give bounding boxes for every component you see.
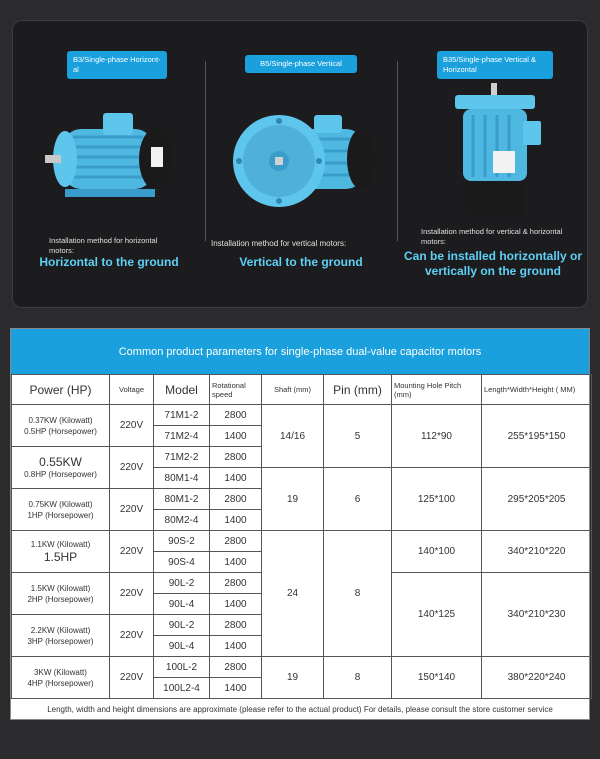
table-row — [12, 531, 592, 552]
shaft-cell: 14/16 — [262, 405, 324, 468]
shaft-cell: 24 — [262, 531, 324, 657]
dimensions-cell: 295*205*205 — [482, 468, 592, 531]
power-kw: 0.55KW — [39, 455, 82, 469]
speed-cell: 2800 — [210, 489, 262, 510]
model-cell: 80M1-4 — [154, 468, 210, 489]
dimensions-cell: 255*195*150 — [482, 405, 592, 468]
install-caption-small: Installation method for vertical motors: — [211, 239, 347, 248]
install-caption-big: Horizontal to the ground — [39, 255, 179, 269]
pin-cell: 5 — [324, 405, 392, 468]
voltage-cell: 220V — [110, 489, 154, 531]
hole-pitch-cell: 112*90 — [392, 405, 482, 468]
power-hp: 3HP (Horsepower) — [27, 636, 94, 646]
model-cell: 90S-4 — [154, 552, 210, 573]
params-table-card — [10, 328, 590, 720]
speed-cell: 2800 — [210, 615, 262, 636]
model-cell: 90L-4 — [154, 636, 210, 657]
power-cell — [12, 573, 110, 615]
speed-cell: 1400 — [210, 594, 262, 615]
col-header-speed: Rotational speed — [210, 375, 262, 405]
voltage-cell: 220V — [110, 447, 154, 489]
speed-cell: 2800 — [210, 657, 262, 678]
pin-cell: 6 — [324, 468, 392, 531]
col-header-shaft: Shaft (mm) — [262, 375, 324, 405]
install-tag: B3/Single-phase Horizont-al — [67, 51, 167, 79]
model-cell: 80M1-2 — [154, 489, 210, 510]
model-cell: 90S-2 — [154, 531, 210, 552]
model-cell: 100L-2 — [154, 657, 210, 678]
col-header-power: Power (HP) — [12, 375, 110, 405]
model-cell: 71M2-4 — [154, 426, 210, 447]
shaft-cell: 19 — [262, 657, 324, 699]
power-hp: 1HP (Horsepower) — [27, 510, 94, 520]
dimensions-cell: 380*220*240 — [482, 657, 592, 699]
params-table — [11, 374, 592, 699]
voltage-cell: 220V — [110, 657, 154, 699]
power-kw: 0.37KW (Kilowatt) — [28, 415, 93, 425]
pin-cell: 8 — [324, 657, 392, 699]
col-header-hole-pitch: Mounting Hole Pitch (mm) — [392, 375, 482, 405]
col-header-dimensions: Length*Width*Height ( MM) — [482, 375, 592, 405]
dimensions-cell: 340*210*230 — [482, 573, 592, 657]
install-tag: B35/Single-phase Vertical & Horizontal — [437, 51, 553, 79]
speed-cell: 1400 — [210, 468, 262, 489]
model-cell: 90L-2 — [154, 573, 210, 594]
power-kw: 3KW (Kilowatt) — [34, 667, 87, 677]
install-type-vertical-horizontal — [397, 21, 589, 307]
pin-cell: 8 — [324, 531, 392, 657]
install-tag: B5/Single-phase Vertical — [245, 55, 357, 73]
horizontal-motor-image — [43, 99, 183, 209]
install-caption-small: Installation method for vertical & horizontal motors: — [421, 227, 563, 246]
dimensions-cell: 340*210*220 — [482, 531, 592, 573]
power-hp: 0.5HP (Horsepower) — [24, 426, 97, 436]
col-header-model: Model — [154, 375, 210, 405]
voltage-cell: 220V — [110, 405, 154, 447]
power-kw: 1.1KW (Kilowatt) — [30, 540, 91, 549]
table-row — [12, 657, 592, 678]
model-cell: 71M2-2 — [154, 447, 210, 468]
power-cell — [12, 447, 110, 489]
power-hp: 0.8HP (Horsepower) — [24, 470, 97, 479]
power-kw: 1.5KW (Kilowatt) — [30, 583, 91, 593]
speed-cell: 1400 — [210, 552, 262, 573]
speed-cell: 2800 — [210, 573, 262, 594]
speed-cell: 2800 — [210, 447, 262, 468]
install-type-vertical — [205, 21, 397, 307]
speed-cell: 1400 — [210, 636, 262, 657]
model-cell: 90L-2 — [154, 615, 210, 636]
hole-pitch-cell: 140*100 — [392, 531, 482, 573]
voltage-cell: 220V — [110, 531, 154, 573]
voltage-cell: 220V — [110, 573, 154, 615]
install-caption-big: Can be installed horizontally or vertically on the ground — [403, 249, 583, 278]
power-cell — [12, 489, 110, 531]
table-title: Common product parameters for single-phase dual-value capacitor motors — [11, 329, 589, 374]
table-header-row — [12, 375, 592, 405]
hole-pitch-cell: 150*140 — [392, 657, 482, 699]
speed-cell: 1400 — [210, 678, 262, 699]
install-caption-small: Installation method for horizontal motors: — [49, 236, 158, 255]
model-cell: 100L2-4 — [154, 678, 210, 699]
model-cell: 80M2-4 — [154, 510, 210, 531]
installation-panel — [12, 20, 588, 308]
col-header-voltage: Voltage — [110, 375, 154, 405]
col-header-pin: Pin (mm) — [324, 375, 392, 405]
power-cell — [12, 405, 110, 447]
model-cell: 71M1-2 — [154, 405, 210, 426]
power-hp: 1.5HP — [43, 550, 78, 564]
power-hp: 4HP (Horsepower) — [27, 678, 94, 688]
hole-pitch-cell: 125*100 — [392, 468, 482, 531]
vertical-motor-image — [229, 99, 379, 219]
model-cell: 90L-4 — [154, 594, 210, 615]
power-kw: 0.75KW (Kilowatt) — [28, 499, 93, 509]
install-caption-big: Vertical to the ground — [239, 255, 363, 269]
power-cell — [12, 657, 110, 699]
power-hp: 2HP (Horsepower) — [27, 594, 94, 604]
speed-cell: 2800 — [210, 531, 262, 552]
table-footnote: Length, width and height dimensions are approximate (please refer to the actual product) For details, please consult the store customer service — [10, 698, 590, 720]
speed-cell: 2800 — [210, 405, 262, 426]
vertical-horizontal-motor-image — [445, 81, 545, 221]
voltage-cell: 220V — [110, 615, 154, 657]
table-row — [12, 405, 592, 426]
shaft-cell: 19 — [262, 468, 324, 531]
power-cell — [12, 615, 110, 657]
hole-pitch-cell: 140*125 — [392, 573, 482, 657]
speed-cell: 1400 — [210, 426, 262, 447]
speed-cell: 1400 — [210, 510, 262, 531]
power-kw: 2.2KW (Kilowatt) — [30, 625, 91, 635]
install-type-horizontal — [13, 21, 205, 307]
power-cell — [12, 531, 110, 573]
